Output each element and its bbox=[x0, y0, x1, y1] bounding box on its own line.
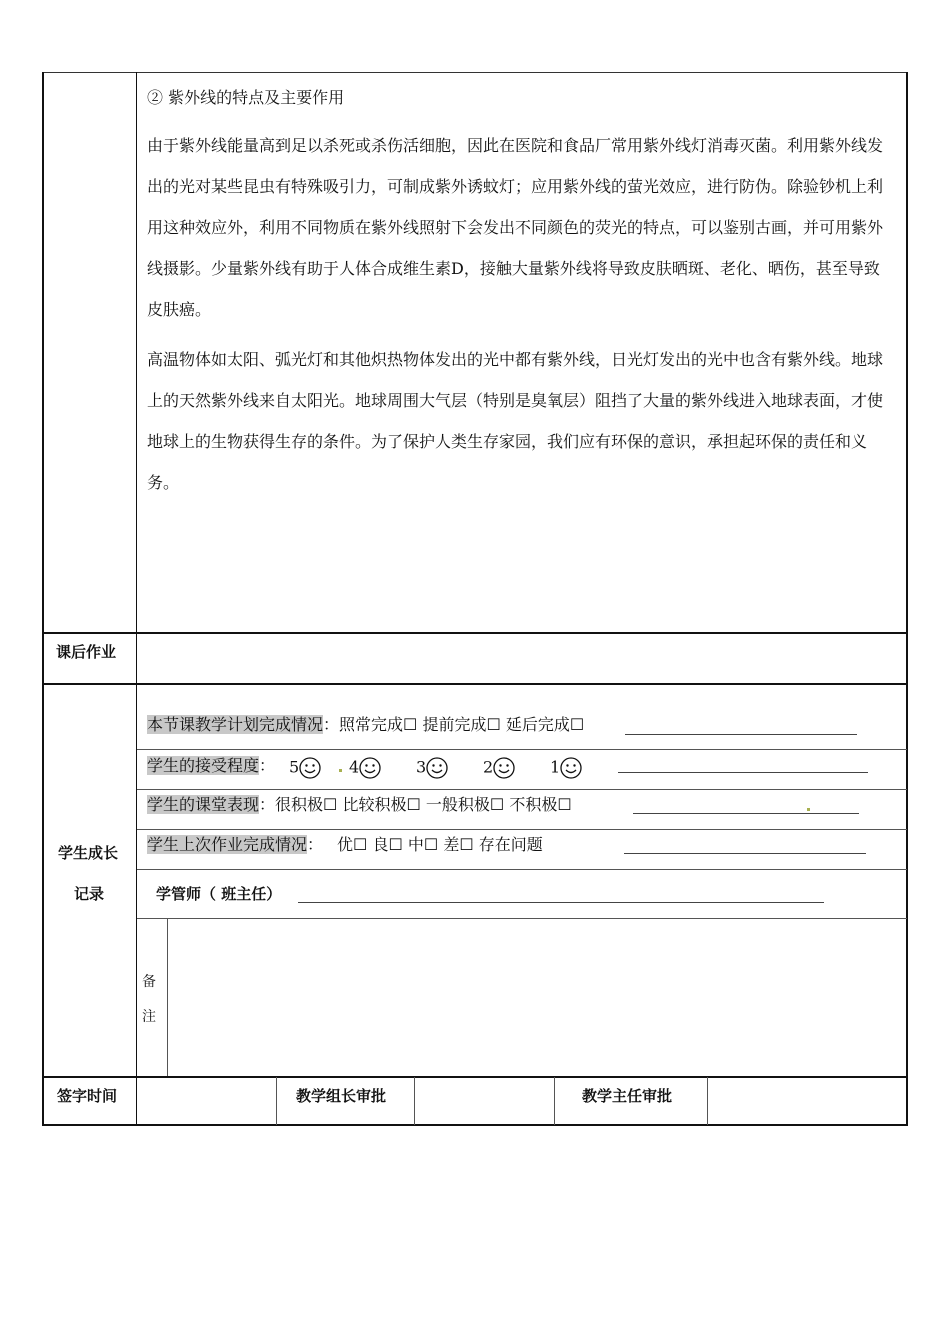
performance-colon: ： bbox=[259, 795, 276, 814]
homework-status-label: 学生上次作业完成情况 bbox=[147, 835, 308, 854]
plan-underline bbox=[625, 734, 857, 735]
rating-2[interactable] bbox=[483, 757, 515, 779]
rating-3-number: 3 bbox=[416, 757, 427, 777]
group-leader-value[interactable] bbox=[416, 1078, 553, 1124]
director-value[interactable] bbox=[709, 1078, 905, 1124]
table-right-border bbox=[906, 72, 908, 1126]
remark-char-2: 注 bbox=[142, 1009, 156, 1025]
footer-col-divider-2 bbox=[414, 1077, 415, 1125]
footer-col-divider-1 bbox=[276, 1077, 277, 1125]
remark-divider bbox=[167, 919, 168, 1076]
performance-label: 学生的课堂表现 bbox=[147, 795, 260, 814]
rating-5[interactable] bbox=[289, 757, 321, 779]
sign-time-label: 签字时间 bbox=[57, 1087, 118, 1105]
remark-char-1: 备 bbox=[142, 974, 156, 990]
smiley-icon bbox=[299, 757, 321, 779]
smiley-icon bbox=[560, 757, 582, 779]
homework-label: 课后作业 bbox=[56, 643, 117, 661]
acceptance-underline bbox=[618, 772, 868, 773]
director-label: 教学主任审批 bbox=[582, 1087, 673, 1105]
remark-content-area[interactable] bbox=[169, 920, 906, 1075]
rating-3[interactable] bbox=[416, 757, 448, 779]
acceptance-row bbox=[147, 756, 275, 776]
growth-row-divider-4 bbox=[137, 869, 907, 870]
paragraph-uv-sources: 高温物体如太阳、弧光灯和其他炽热物体发出的光中都有紫外线，日光灯发出的光中也含有紫外线。地球上的天然紫外线来自太阳光。地球周围大气层（特别是臭氧层）阻挡了大量的紫外线进入地球表面，才使地球上的生物获得生存的条件。为了保护人类生存家园，我们应有环保的意识，承担起环保的责任和义务。 bbox=[147, 350, 884, 492]
homework-status-underline bbox=[624, 853, 866, 854]
table-bottom-border bbox=[42, 1124, 908, 1126]
rating-5-number: 5 bbox=[289, 757, 300, 777]
rating-1[interactable] bbox=[550, 757, 582, 779]
rating-2-number: 2 bbox=[483, 757, 494, 777]
smiley-icon bbox=[359, 757, 381, 779]
performance-row bbox=[147, 795, 572, 815]
rating-4-number: 4 bbox=[349, 757, 360, 777]
row-divider-homework bbox=[42, 632, 908, 634]
label-column-divider bbox=[136, 72, 137, 1126]
growth-label-line2: 记录 bbox=[74, 885, 105, 903]
manager-label: 学管师（ 班主任） bbox=[156, 885, 282, 903]
footer-col-divider-4 bbox=[707, 1077, 708, 1125]
growth-label-line1: 学生成长 bbox=[58, 844, 119, 862]
plan-options[interactable]: 照常完成☐ 提前完成☐ 延后完成☐ bbox=[339, 715, 585, 734]
footer-col-divider-3 bbox=[554, 1077, 555, 1125]
section-heading: ② 紫外线的特点及主要作用 bbox=[147, 88, 345, 107]
table-top-border bbox=[42, 72, 908, 73]
stray-mark bbox=[807, 808, 810, 811]
plan-colon: ： bbox=[323, 715, 340, 734]
homework-status-options[interactable]: 优☐ 良☐ 中☐ 差☐ 存在问题 bbox=[337, 835, 543, 854]
group-leader-label: 教学组长审批 bbox=[296, 1087, 387, 1105]
row-divider-growth bbox=[42, 683, 908, 685]
growth-row-divider-3 bbox=[137, 829, 907, 830]
acceptance-colon: ： bbox=[259, 756, 276, 775]
growth-row-divider-5 bbox=[137, 918, 907, 919]
paragraph-uv-applications: 由于紫外线能量高到足以杀死或杀伤活细胞，因此在医院和食品厂常用紫外线灯消毒灭菌。利用紫外线发出的光对某些昆虫有特殊吸引力，可制成紫外诱蚊灯；应用紫外线的萤光效应，进行防伪。除验钞机上利用这种效应外，利用不同物质在紫外线照射下会发出不同颜色的荧光的特点，可以鉴别古画，并可用紫外线摄影。少量紫外线有助于人体合成维生素D，接触大量紫外线将导致皮肤晒斑、老化、晒伤，甚至导致皮肤癌。 bbox=[147, 136, 884, 319]
smiley-icon bbox=[493, 757, 515, 779]
acceptance-label: 学生的接受程度 bbox=[147, 756, 260, 775]
rating-1-number: 1 bbox=[550, 757, 561, 777]
performance-underline bbox=[633, 813, 859, 814]
sign-time-value[interactable] bbox=[138, 1078, 275, 1124]
manager-underline bbox=[298, 902, 824, 903]
growth-row-divider-1 bbox=[137, 749, 907, 750]
table-left-border bbox=[42, 72, 44, 1126]
growth-row-divider-2 bbox=[137, 789, 907, 790]
homework-status-row bbox=[147, 835, 543, 855]
performance-options[interactable]: 很积极☐ 比较积极☐ 一般积极☐ 不积极☐ bbox=[275, 795, 572, 814]
homework-status-colon: ： bbox=[307, 835, 324, 854]
plan-label: 本节课教学计划完成情况 bbox=[147, 715, 324, 734]
stray-mark bbox=[339, 769, 342, 772]
smiley-icon bbox=[426, 757, 448, 779]
rating-4[interactable] bbox=[349, 757, 381, 779]
plan-row bbox=[147, 715, 584, 735]
